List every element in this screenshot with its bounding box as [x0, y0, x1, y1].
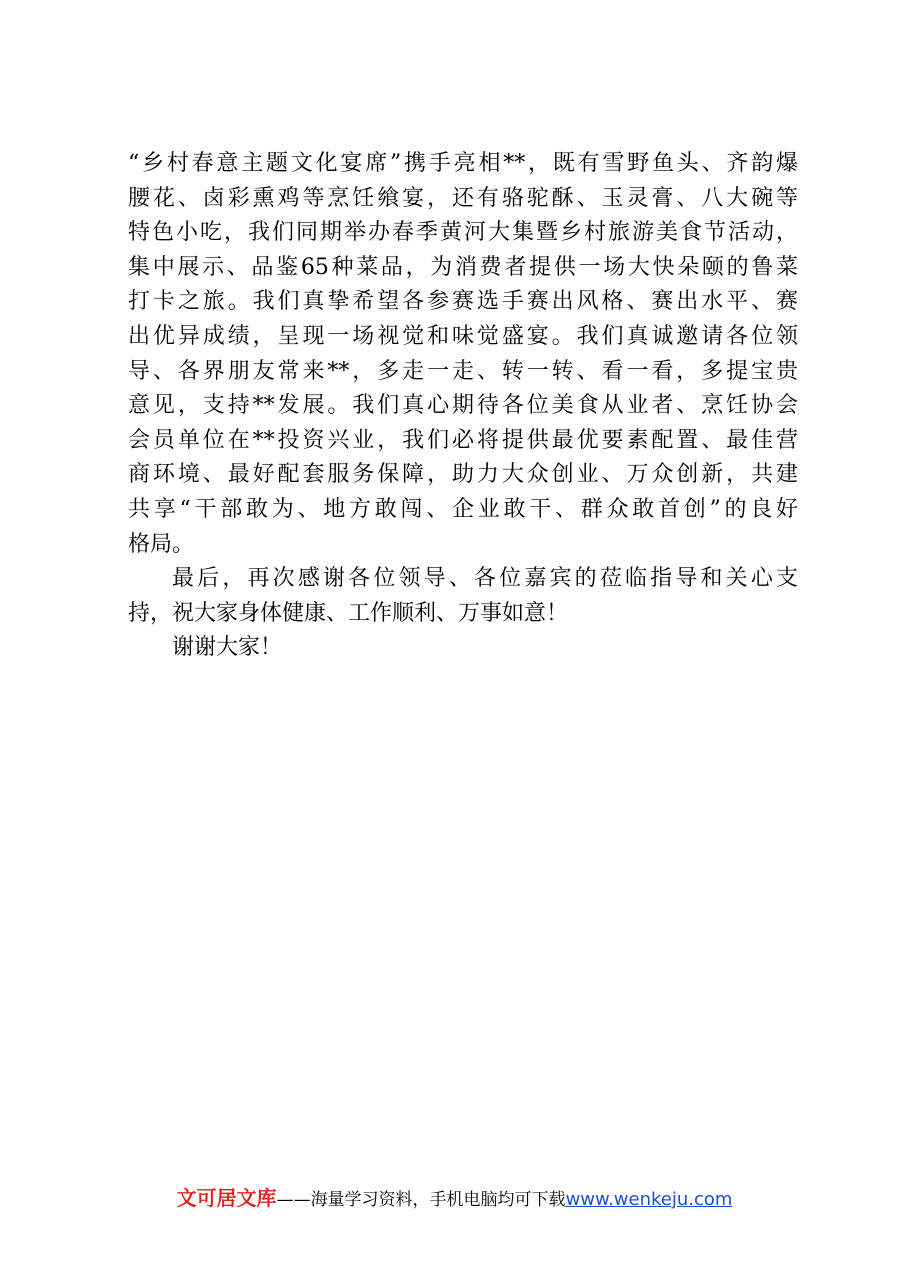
- closing-line: 持，祝大家身体健康、工作顺利、万事如意！: [128, 600, 569, 626]
- footer-brand: 文可居文库: [176, 1186, 277, 1210]
- paragraph-line: 会员单位在**投资兴业，我们必将提供最优要素配置、最佳营: [128, 427, 798, 453]
- paragraph-line: 共享“干部敢为、地方敢闯、企业敢干、群众敢首创”的良好: [128, 496, 798, 522]
- paragraph-line: 腰花、卤彩熏鸡等烹饪飨宴，还有骆驼酥、玉灵膏、八大碗等: [128, 185, 798, 211]
- paragraph-line: 格局。: [128, 531, 195, 557]
- thanks-line: 谢谢大家！: [172, 635, 283, 661]
- closing-line: 最后，再次感谢各位领导、各位嘉宾的莅临指导和关心支: [172, 566, 798, 592]
- paragraph-line: 出优异成绩，呈现一场视觉和味觉盛宴。我们真诚邀请各位领: [128, 323, 798, 349]
- footer-tagline: ——海量学习资料，手机电脑均可下载: [276, 1190, 566, 1210]
- paragraph-line: 意见，支持**发展。我们真心期待各位美食从业者、烹饪协会: [128, 393, 798, 419]
- footer-site-link[interactable]: www.wenkeju.com: [565, 1189, 733, 1210]
- paragraph-line: 集中展示、品鉴65种菜品，为消费者提供一场大快朵颐的鲁菜: [128, 254, 798, 280]
- footer-banner: [0, 1182, 909, 1211]
- document-body: [128, 147, 798, 666]
- paragraph-line: “乡村春意主题文化宴席”携手亮相**，既有雪野鱼头、齐韵爆: [128, 151, 798, 176]
- paragraph-line: 打卡之旅。我们真挚希望各参赛选手赛出风格、赛出水平、赛: [128, 289, 798, 315]
- paragraph-line: 商环境、最好配套服务保障，助力大众创业、万众创新，共建: [128, 462, 798, 488]
- paragraph-line: 导、各界朋友常来**，多走一走、转一转、看一看，多提宝贵: [128, 358, 798, 384]
- paragraph-line: 特色小吃，我们同期举办春季黄河大集暨乡村旅游美食节活动，: [128, 220, 798, 246]
